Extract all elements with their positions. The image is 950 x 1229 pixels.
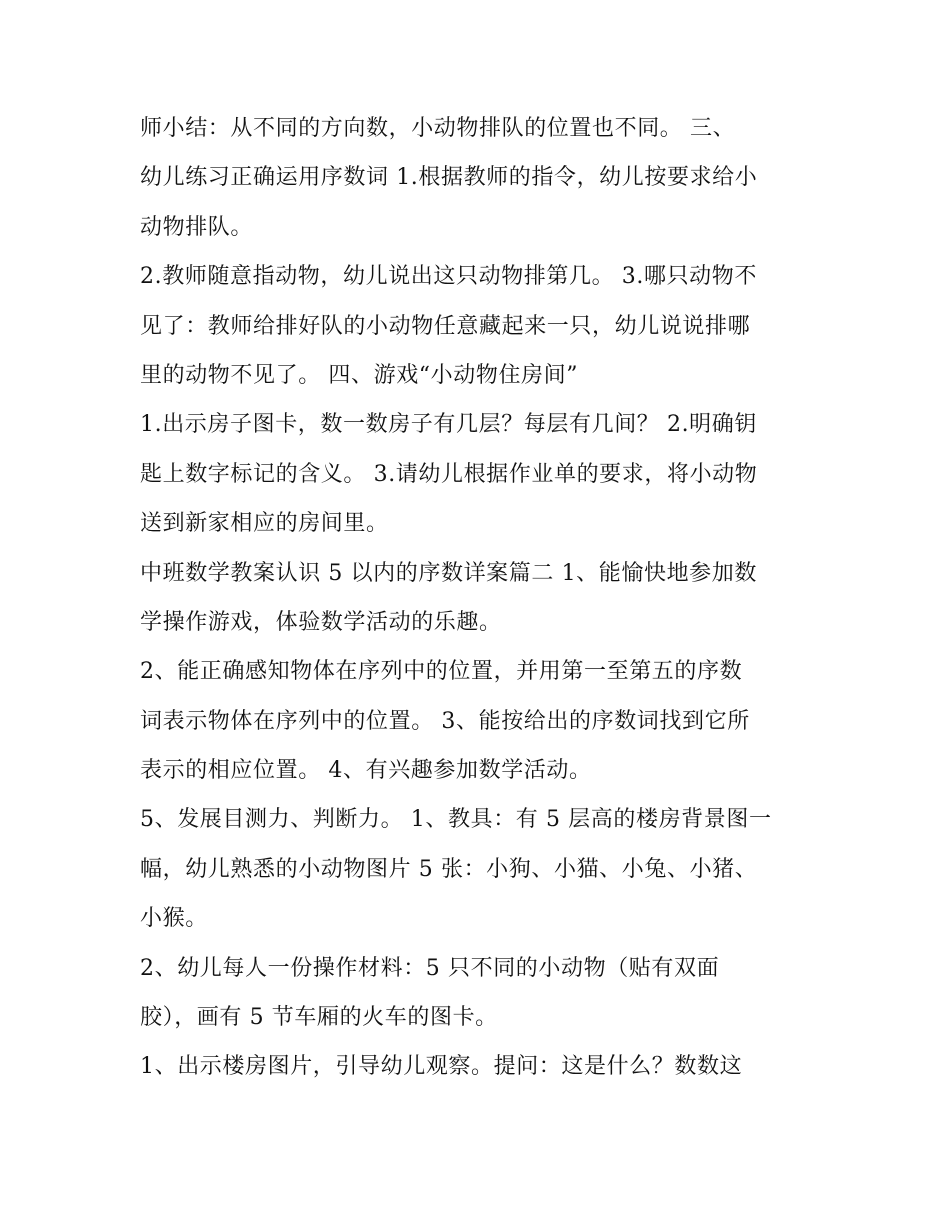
text-line: 1、出示楼房图片，引导幼儿观察。提问：这是什么？数数这	[140, 1054, 743, 1080]
text-line: 幅，幼儿熟悉的小动物图片 5 张：小狗、小猫、小兔、小猪、	[140, 856, 758, 882]
text-line: 送到新家相应的房间里。	[140, 511, 389, 537]
text-line: 小猴。	[140, 906, 208, 932]
text-line: 胶），画有 5 节车厢的火车的图卡。	[140, 1005, 498, 1031]
text-line: 中班数学教案认识 5 以内的序数详案篇二 1、能愉快地参加数	[140, 560, 757, 586]
text-line: 2.教师随意指动物，幼儿说出这只动物排第几。 3.哪只动物不	[140, 264, 757, 290]
text-line: 动物排队。	[140, 214, 254, 240]
text-line: 师小结：从不同的方向数，小动物排队的位置也不同。 三、	[140, 116, 736, 141]
text-line: 匙上数字标记的含义。 3.请幼儿根据作业单的要求，将小动物	[140, 461, 758, 487]
text-line: 幼儿练习正确运用序数词 1.根据教师的指令，幼儿按要求给小	[140, 165, 758, 191]
text-line: 5、发展目测力、判断力。 1、教具：有 5 层高的楼房背景图一	[140, 807, 772, 833]
text-line: 里的动物不见了。 四、游戏“小动物住房间”	[140, 362, 579, 388]
text-line: 见了：教师给排好队的小动物任意藏起来一只，幼儿说说排哪	[140, 313, 751, 339]
text-line: 1.出示房子图卡，数一数房子有几层？每层有几间？ 2.明确钥	[140, 412, 757, 438]
text-line: 词表示物体在序列中的位置。 3、能按给出的序数词找到它所	[140, 708, 750, 734]
text-line: 2、幼儿每人一份操作材料：5 只不同的小动物（贴有双面	[140, 955, 720, 981]
text-line: 2、能正确感知物体在序列中的位置，并用第一至第五的序数	[140, 659, 743, 685]
text-line: 表示的相应位置。 4、有兴趣参加数学活动。	[140, 758, 592, 784]
text-line: 学操作游戏，体验数学活动的乐趣。	[140, 609, 502, 635]
document-body	[140, 104, 820, 1092]
